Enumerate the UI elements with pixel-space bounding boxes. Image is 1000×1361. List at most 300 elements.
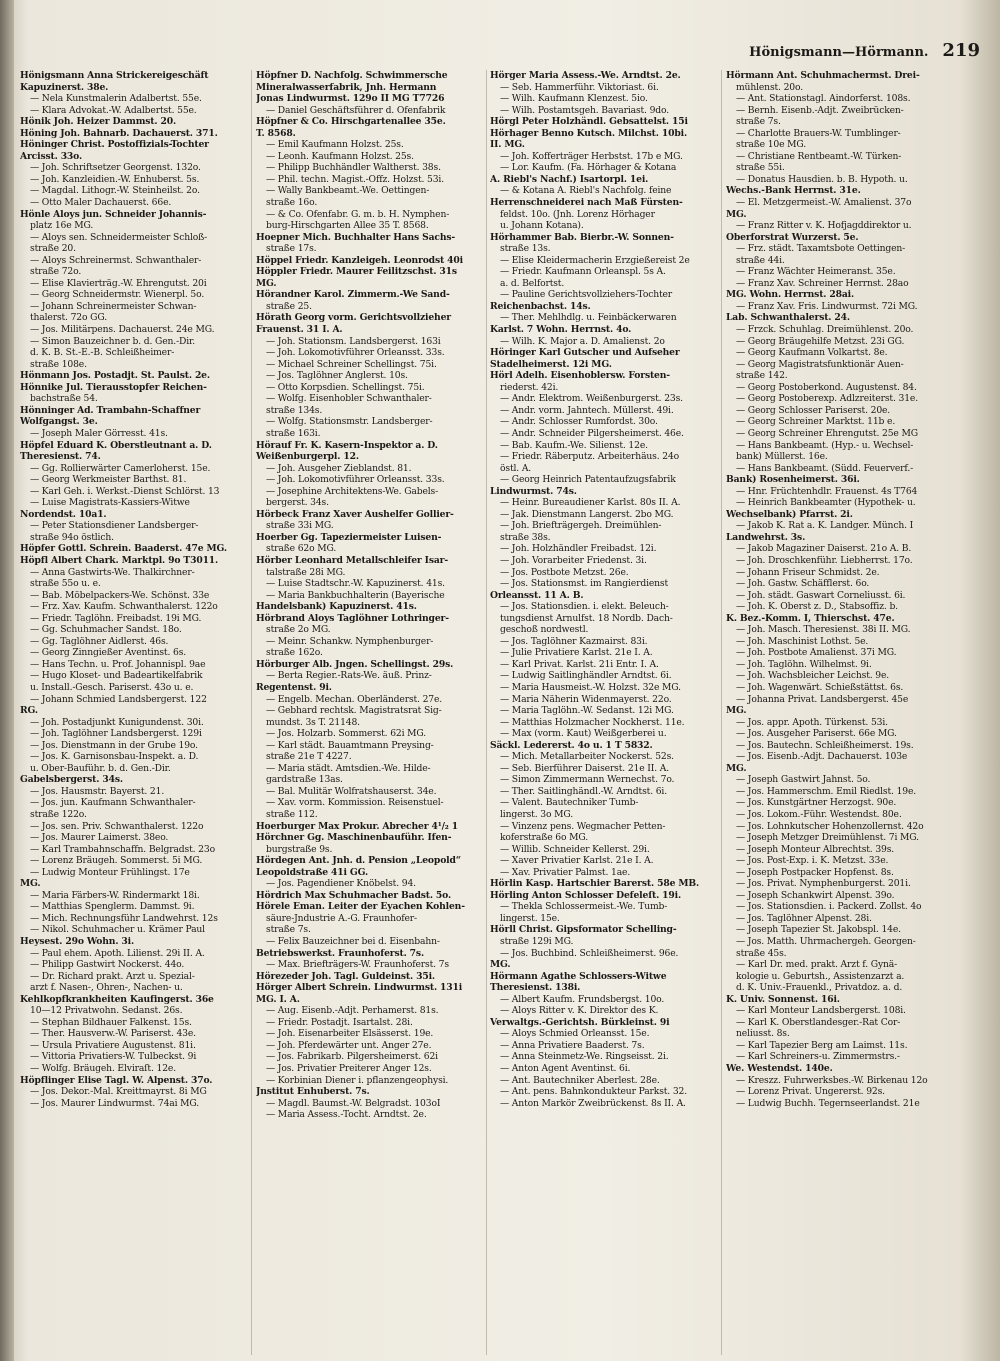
- directory-entry-line: Höninger Christ. Postoffizials-Tochter: [20, 139, 209, 151]
- directory-entry-line: — Meinr. Schankw. Nymphenburger-: [266, 635, 434, 647]
- directory-entry-line: Mineralwasserfabrik, Jnh. Hermann: [256, 81, 437, 93]
- directory-entry-line: Hörger Maria Assess.-We. Arndtst. 2e.: [490, 70, 681, 81]
- directory-entry-line: MG.: [726, 705, 747, 717]
- directory-entry-line: a. d. Belfortst.: [500, 277, 565, 289]
- directory-entry-line: — Jos. Hausmstr. Bayerst. 21.: [30, 785, 165, 797]
- directory-entry-line: — Andr. Elektrom. Weißenburgerst. 23s.: [500, 393, 683, 405]
- directory-entry-line: — Jos. Militärpens. Dachauerst. 24e MG.: [30, 324, 215, 336]
- directory-entry-line: — Karl Schreiners-u. Zimmermstrs.-: [736, 1051, 900, 1063]
- directory-entry-line: straße 44i.: [736, 254, 785, 266]
- directory-entry-line: burgstraße 9s.: [266, 843, 333, 855]
- directory-entry-line: — Joseph Postpacker Hopfenst. 8s.: [736, 866, 894, 878]
- directory-entry-line: — Jos. appr. Apoth. Türkenst. 53i.: [736, 716, 888, 728]
- directory-entry-line: — Philipp Gastwirt Nockerst. 44o.: [30, 959, 185, 971]
- directory-entry-line: — Ludwig Monteur Frühlingst. 17e: [30, 866, 190, 878]
- directory-entry-line: — Maria Taglöhn.-W. Sedanst. 12i MG.: [500, 705, 674, 717]
- directory-entry-line: — Frz. Xav. Kaufm. Schwanthalerst. 122o: [30, 601, 218, 613]
- directory-entry-line: u. Ober-Bauführ. b. d. Gen.-Dir.: [30, 762, 171, 774]
- directory-entry-line: — Georg Zinngießer Aventinst. 6s.: [30, 647, 187, 659]
- directory-entry-line: — Emil Kaufmann Holzst. 25s.: [266, 139, 404, 151]
- directory-entry-line: MG.: [256, 277, 277, 289]
- directory-entry-line: riederst. 42i.: [500, 381, 559, 393]
- directory-entry-line: — Hugo Kloset- und Badeartikelfabrik: [30, 670, 203, 682]
- directory-entry-line: — Georg Schlosser Pariserst. 20e.: [736, 404, 891, 416]
- directory-entry-line: — El. Metzgermeist.-W. Amalienst. 37o: [736, 197, 912, 209]
- directory-entry-line: — Joseph Schankwirt Alpenst. 39o.: [736, 889, 895, 901]
- directory-entry-line: — Heinr. Bureaudiener Karlst. 80s II. A.: [500, 497, 681, 509]
- directory-entry-line: — Paul ehem. Apoth. Lilienst. 29i II. A.: [30, 947, 205, 959]
- directory-entry-line: — Max (vorm. Kaut) Weißgerberei u.: [500, 728, 667, 740]
- directory-entry-line: Theresienst. 74.: [20, 451, 101, 463]
- directory-entry-line: — Jos. Stationsdien. i. Packerd. Zollst. 4o: [736, 901, 922, 913]
- directory-entry-line: — Joh. Lokomotivführer Orleansst. 33s.: [266, 347, 445, 359]
- directory-entry-line: — Jakob K. Rat a. K. Landger. Münch. I: [736, 520, 914, 532]
- directory-entry-line: — Jos. Maurer Laimerst. 38eo.: [30, 832, 169, 844]
- directory-entry-line: Wolfgangst. 3e.: [20, 416, 98, 428]
- directory-entry-line: Hörll Christ. Gipsformator Schelling-: [490, 924, 677, 936]
- directory-entry-line: — Jos. Maurer Lindwurmst. 74ai MG.: [30, 1097, 200, 1109]
- directory-entry-line: MG.: [726, 208, 747, 220]
- directory-entry-line: geschoß nordwestl.: [500, 624, 589, 636]
- directory-entry-line: — Joseph Maler Görresst. 41s.: [30, 427, 168, 439]
- directory-entry-line: Lab. Schwanthalerst. 24.: [726, 312, 850, 324]
- directory-entry-line: K. Univ. Sonnenst. 16i.: [726, 993, 840, 1005]
- directory-entry-line: — Thekla Schlossermeist.-We. Tumb-: [500, 901, 668, 913]
- directory-entry-line: — Joh. Pferdewärter unt. Anger 27e.: [266, 1039, 432, 1051]
- directory-entry-line: Hörgl Peter Holzhändl. Gebsattelst. 15i: [490, 116, 688, 128]
- directory-entry-line: — Kreszz. Fuhrwerksbes.-W. Birkenau 12o: [736, 1074, 928, 1086]
- directory-entry-line: — Vittoria Privatiers-W. Tulbeckst. 9i: [30, 1051, 197, 1063]
- directory-entry-line: — Jakob Magaziner Daiserst. 21o A. B.: [736, 543, 912, 555]
- directory-entry-line: — Franz Wächter Heimeranst. 35e.: [736, 266, 896, 278]
- directory-entry-line: Regentenst. 9i.: [256, 681, 332, 693]
- directory-entry-line: — Philipp Buchhändler Waltherst. 38s.: [266, 162, 441, 174]
- directory-entry-line: talstraße 28i MG.: [266, 566, 346, 578]
- directory-entry-line: — & Co. Ofenfabr. G. m. b. H. Nymphen-: [266, 208, 450, 220]
- directory-entry-line: — Korbinian Diener i. pflanzengeophysi.: [266, 1074, 449, 1086]
- directory-entry-line: — Elise Kleidermacherin Erzgießereist 2e: [500, 254, 690, 266]
- directory-entry-line: thalerst. 72o GG.: [30, 312, 107, 324]
- directory-entry-line: — Frzck. Schuhlag. Dreimühlenst. 20o.: [736, 324, 914, 336]
- directory-entry-line: — Stephan Bildhauer Falkenst. 15s.: [30, 1016, 192, 1028]
- directory-entry-line: bachstraße 54.: [30, 393, 98, 405]
- directory-entry-line: — Jos. Taglöhner Anglerst. 10s.: [266, 370, 408, 382]
- directory-entry-line: — Albert Kaufm. Frundsbergst. 10o.: [500, 993, 665, 1005]
- directory-entry-line: MG.: [726, 762, 747, 774]
- directory-entry-line: u. Johann Kotana).: [500, 220, 584, 232]
- directory-entry-line: — Wolfg. Bräugeh. Elviraſt. 12e.: [30, 1063, 176, 1075]
- directory-entry-line: — Johann Schmied Landsbergerst. 122: [30, 693, 207, 705]
- directory-entry-line: — Joh. Taglöhner Landsbergerst. 129i: [30, 728, 202, 740]
- directory-entry-line: — Friedr. Kaufmann Orleanspl. 5s A.: [500, 266, 666, 278]
- directory-entry-line: Hörele Eman. Leiter der Eyachen Kohlen-: [256, 901, 465, 913]
- directory-entry-line: Hönle Aloys jun. Schneider Johannis-: [20, 208, 207, 220]
- directory-entry-line: — Maria städt. Amtsdien.-We. Hilde-: [266, 762, 431, 774]
- directory-entry-line: — Anna Gastwirts-We. Thalkirchner-: [30, 566, 195, 578]
- directory-entry-line: — Jos. Stationsdien. i. elekt. Beleuch-: [500, 601, 669, 613]
- directory-entry-line: d. K. B. St.-E.-B. Schleißheimer-: [30, 347, 175, 359]
- directory-entry-line: bergerst. 34s.: [266, 497, 329, 509]
- directory-entry-line: Hörbeck Franz Xaver Aushelfer Gollier-: [256, 508, 454, 520]
- directory-entry-line: — Hnr. Früchtenhdlr. Frauenst. 4s T764: [736, 485, 918, 497]
- directory-entry-line: straße 10e MG.: [736, 139, 807, 151]
- directory-entry-line: — Johanna Privat. Landsbergerst. 45e: [736, 693, 909, 705]
- directory-entry-line: koferstraße 6o MG.: [500, 832, 589, 844]
- directory-entry-line: Hörmann Ant. Schuhmachermst. Drei-: [726, 70, 920, 81]
- directory-entry-line: — Hans Bankbeamt. (Hyp.- u. Wechsel-: [736, 439, 914, 451]
- directory-entry-line: Leopoldstraße 41i GG.: [256, 866, 369, 878]
- directory-entry-line: — Joh. Briefträgergeh. Dreimühlen-: [500, 520, 662, 532]
- directory-entry-line: — Andr. Schneider Pilgersheimerst. 46e.: [500, 427, 684, 439]
- page-number: 219: [942, 40, 980, 61]
- directory-entry-line: — Jos. Dekor.-Mal. Kreittmayrst. 8i MG: [30, 1086, 207, 1098]
- directory-entry-line: Herrenschneiderei nach Maß Fürsten-: [490, 197, 683, 209]
- directory-entry-line: Handelsbank) Kapuzinerst. 41s.: [256, 601, 417, 613]
- directory-entry-line: — Christiane Rentbeamt.-W. Türken-: [736, 150, 902, 162]
- directory-entry-line: straße 13s.: [500, 243, 551, 255]
- directory-entry-line: — Georg Werkmeister Barthst. 81.: [30, 474, 187, 486]
- directory-entry-line: — Jos. K. Garnisonsbau-Inspekt. a. D.: [30, 751, 199, 763]
- directory-entry-line: — Jos. Lokom.-Führ. Westendst. 80e.: [736, 809, 902, 820]
- directory-entry-line: straße 38s.: [500, 531, 551, 543]
- directory-entry-line: straße 21e T 4227.: [266, 751, 352, 763]
- directory-entry-line: — Magdl. Baumst.-W. Belgradst. 103oI: [266, 1097, 441, 1109]
- directory-entry-line: — Joh. Stationsm. Landsbergerst. 163i: [266, 335, 441, 347]
- directory-entry-line: MG. I. A.: [256, 993, 300, 1005]
- directory-entry-line: Höpflinger Elise Tagl. W. Alpenst. 37o.: [20, 1074, 213, 1086]
- directory-entry-line: Hörburger Alb. Jngen. Schellingst. 29s.: [256, 658, 454, 670]
- directory-entry-line: straße 7s.: [266, 924, 311, 936]
- directory-entry-line: — Willib. Schneider Kellerst. 29i.: [500, 843, 650, 855]
- directory-entry-line: — Karl Tapezier Berg am Laimst. 11s.: [736, 1039, 908, 1051]
- directory-entry-line: — Felix Bauzeichner bei d. Eisenbahn-: [266, 936, 440, 948]
- directory-entry-line: — Anton Agent Aventinst. 6i.: [500, 1063, 631, 1075]
- directory-entry-line: Hörling Anton Schlosser Defeleſt. 19i.: [490, 889, 682, 901]
- directory-entry-line: — Xav. vorm. Kommission. Reisenstuel-: [266, 797, 444, 809]
- directory-entry-line: — Jos. Kunstgärtner Herzogst. 90e.: [736, 797, 897, 809]
- directory-entry-line: — Georg Schreiner Marktst. 11b e.: [736, 416, 896, 428]
- directory-entry-line: Höringer Karl Gutscher und Aufseher: [490, 347, 680, 359]
- directory-entry-line: — Johann Friseur Schmidst. 2e.: [736, 566, 880, 578]
- directory-entry-line: T. 8568.: [256, 127, 296, 139]
- directory-entry-line: Hörlin Kasp. Hartschier Barerst. 58e MB.: [490, 878, 700, 890]
- directory-entry-line: — Joh. Gastw. Schäfflerst. 6o.: [736, 578, 870, 590]
- directory-entry-line: Höppler Friedr. Maurer Feilitzschst. 31s: [256, 266, 457, 278]
- directory-column-3: [490, 70, 728, 1355]
- directory-entry-line: Hörger Albert Schrein. Lindwurmst. 131i: [256, 982, 463, 994]
- directory-entry-line: — Ther. Hausverw.-W. Pariserst. 43e.: [30, 1028, 196, 1040]
- directory-entry-line: Hoerber Gg. Tapeziermeister Luisen-: [256, 531, 442, 543]
- directory-entry-line: — Jos. Taglöhner Alpenst. 28i.: [736, 912, 872, 924]
- directory-entry-line: — Max. Briefträgers-W. Fraunhoferst. 7s: [266, 959, 449, 971]
- directory-entry-line: — Lorenz Bräugeh. Sommerst. 5i MG.: [30, 855, 203, 867]
- directory-entry-line: — Klara Advokat.-W. Adalbertst. 55e.: [30, 104, 197, 116]
- directory-entry-line: mühlenst. 20o.: [736, 81, 803, 93]
- directory-entry-line: — Wolfg. Stationsmstr. Landsberger-: [266, 416, 433, 428]
- directory-entry-line: — Maria Näherin Widenmayerst. 22o.: [500, 693, 672, 705]
- directory-entry-line: — Joh. Kofferträger Herbstst. 17b e MG.: [500, 150, 683, 162]
- directory-entry-line: — Franz Xav. Fris. Lindwurmst. 72i MG.: [736, 300, 918, 312]
- directory-entry-line: — Friedr. Postadjt. Isartalst. 28i.: [266, 1016, 413, 1028]
- directory-entry-line: K. Bez.-Komm. I, Thierschst. 47e.: [726, 612, 895, 624]
- directory-entry-line: Hörauf Fr. K. Kasern-Inspektor a. D.: [256, 439, 438, 451]
- directory-entry-line: — Phil. techn. Magist.-Offz. Holzst. 53i.: [266, 173, 444, 185]
- directory-entry-line: Höpfer Gottl. Schrein. Baaderst. 47e MG.: [20, 543, 227, 555]
- directory-entry-line: — Otto Maler Dachauerst. 66e.: [30, 197, 172, 209]
- directory-entry-line: — Gebhard rechtsk. Magistratsrat Sig-: [266, 705, 442, 717]
- directory-entry-line: — Vinzenz pens. Wegmacher Petten-: [500, 820, 666, 832]
- directory-entry-line: Betriebswerkst. Fraunhoferst. 7s.: [256, 947, 424, 959]
- directory-entry-line: — Georg Kaufmann Volkartst. 8e.: [736, 347, 888, 359]
- directory-entry-line: — Aloys Schreinermst. Schwanthaler-: [30, 254, 202, 266]
- directory-entry-line: burg-Hirschgarten Allee 35 T. 8568.: [266, 220, 429, 232]
- directory-entry-line: — Joh. Wagenwärt. Schießstättst. 6s.: [736, 681, 904, 693]
- directory-entry-line: straße 45s.: [736, 947, 787, 959]
- directory-entry-line: — Bal. Mulitär Wolfratshauserst. 34e.: [266, 785, 437, 797]
- directory-entry-line: — Luise Magistrats-Kassiers-Witwe: [30, 497, 190, 509]
- directory-entry-line: — Dr. Richard prakt. Arzt u. Spezial-: [30, 970, 195, 982]
- directory-entry-line: lingerst. 3o MG.: [500, 809, 573, 820]
- directory-entry-line: — Hans Techn. u. Prof. Johannispl. 9ae: [30, 658, 206, 670]
- directory-entry-line: — Michael Schreiner Schellingst. 75i.: [266, 358, 437, 370]
- directory-entry-line: — Georg Postoberkond. Augustenst. 84.: [736, 381, 917, 393]
- directory-entry-line: — Georg Schneidermstr. Wienerpl. 5o.: [30, 289, 205, 301]
- directory-entry-line: Hönik Joh. Heizer Dammst. 20.: [20, 116, 177, 128]
- directory-entry-line: — Peter Stationsdiener Landsberger-: [30, 520, 199, 532]
- directory-entry-line: — Karl Geh. i. Werkst.-Dienst Schlörst. 13: [30, 485, 220, 497]
- directory-entry-line: — Friedr. Taglöhn. Freibadst. 19i MG.: [30, 612, 202, 624]
- directory-entry-line: — Ursula Privatiere Augustenst. 81i.: [30, 1039, 196, 1051]
- directory-entry-line: — Joseph Metzger Dreimühlenst. 7i MG.: [736, 832, 919, 844]
- directory-entry-line: Hörl Adelh. Eisenhoblersw. Forsten-: [490, 370, 670, 382]
- directory-entry-line: Arcisst. 33o.: [20, 150, 83, 162]
- directory-entry-line: — Jos. Dienstmann in der Grube 19o.: [30, 739, 198, 751]
- directory-entry-line: Gabelsbergerst. 34s.: [20, 774, 123, 786]
- directory-entry-line: Höpfl Albert Chark. Marktpl. 9o T3011.: [20, 554, 219, 566]
- directory-entry-line: — Simon Zimmermann Wernechst. 7o.: [500, 774, 675, 786]
- column-divider: [486, 70, 487, 1355]
- directory-entry-line: — Frz. städt. Taxamtsbote Oettingen-: [736, 243, 906, 255]
- directory-entry-line: straße 129i MG.: [500, 936, 574, 948]
- directory-entry-line: — Joh. Taglöhn. Wilhelmst. 9i.: [736, 658, 872, 670]
- directory-entry-line: — Nikol. Schuhmacher u. Krämer Paul: [30, 924, 205, 936]
- directory-entry-line: — Joh. Postadjunkt Kunigundenst. 30i.: [30, 716, 204, 728]
- directory-entry-line: — Jos. Eisenb.-Adjt. Dachauerst. 103e: [736, 751, 908, 763]
- directory-entry-line: — Valent. Bautechniker Tumb-: [500, 797, 639, 809]
- directory-entry-line: neliusst. 8s.: [736, 1028, 790, 1040]
- directory-entry-line: Höpfner D. Nachfolg. Schwimmersche: [256, 70, 448, 81]
- directory-entry-line: Höpfner & Co. Hirschgartenallee 35e.: [256, 116, 446, 128]
- directory-entry-line: — Wolfg. Eisenhobler Schwanthaler-: [266, 393, 432, 405]
- page-header: [700, 40, 980, 64]
- directory-entry-line: — Bab. Möbelpackers-We. Schönst. 33e: [30, 589, 210, 601]
- directory-entry-line: — Jos. Hammerschm. Emil Riedlst. 19e.: [736, 785, 917, 797]
- directory-entry-line: — Seb. Hammerführ. Viktoriast. 6i.: [500, 81, 659, 93]
- directory-entry-line: — Karl Monteur Landsbergerst. 108i.: [736, 1005, 906, 1017]
- directory-entry-line: — Karl K. Oberstlandesger.-Rat Cor-: [736, 1016, 901, 1028]
- directory-entry-line: — Wilh. Postamtsgeh. Bavariast. 9do.: [500, 104, 670, 116]
- directory-entry-line: — Aloys sen. Schneidermeister Schloß-: [30, 231, 208, 243]
- directory-entry-line: straße 112.: [266, 809, 318, 820]
- directory-entry-line: — Joh. Lokomotivführer Orleansst. 33s.: [266, 474, 445, 486]
- directory-entry-line: — Karl Dr. med. prakt. Arzt f. Gynä-: [736, 959, 898, 971]
- directory-entry-line: — Gg. Rollierwärter Camerloherst. 15e.: [30, 462, 211, 474]
- directory-entry-line: straße 16o.: [266, 197, 318, 209]
- directory-entry-line: — Friedr. Räberputz. Arbeiterhäus. 24o: [500, 451, 680, 463]
- directory-entry-line: straße 122o.: [30, 809, 87, 820]
- directory-entry-line: Hörhammer Bab. Bierbr.-W. Sonnen-: [490, 231, 674, 243]
- directory-entry-line: — Charlotte Brauers-W. Tumblinger-: [736, 127, 901, 139]
- directory-entry-line: — Luise Stadtschr.-W. Kapuzinerst. 41s.: [266, 578, 445, 590]
- directory-entry-line: östl. A.: [500, 462, 532, 474]
- directory-entry-line: Hönigsmann Anna Strickereigeschäft: [20, 70, 209, 81]
- directory-entry-line: — Joh. Schriftsetzer Georgenst. 132o.: [30, 162, 201, 174]
- directory-entry-line: A. Riebl's Nachf.) Isartorpl. 1ei.: [490, 173, 649, 185]
- directory-entry-line: Karlst. 7 Wohn. Herrnst. 4o.: [490, 324, 632, 336]
- directory-entry-line: straße 94o östlich.: [30, 531, 114, 543]
- column-divider: [251, 70, 252, 1355]
- directory-entry-line: — Maria Assess.-Tocht. Arndtst. 2e.: [266, 1109, 427, 1121]
- directory-entry-line: straße 55o u. e.: [30, 578, 101, 590]
- directory-entry-line: — Jos. Postbote Metzst. 26e.: [500, 566, 629, 578]
- directory-entry-line: straße 55i.: [736, 162, 785, 174]
- directory-entry-line: — Josephine Architektens-We. Gabels-: [266, 485, 439, 497]
- directory-entry-line: — Wally Bankbeamt.-We. Oettingen-: [266, 185, 430, 197]
- directory-entry-line: — Ant. Bautechniker Aberlest. 28e.: [500, 1074, 660, 1086]
- directory-entry-line: straße 2o MG.: [266, 624, 331, 636]
- directory-entry-line: — Heinrich Bankbeamter (Hypothek- u.: [736, 497, 916, 509]
- directory-entry-line: Hönnike Jul. Tierausstopfer Reichen-: [20, 381, 207, 393]
- directory-entry-line: Jnstitut Enhuberst. 7s.: [256, 1086, 370, 1098]
- directory-entry-line: Landwehrst. 3s.: [726, 531, 806, 543]
- directory-entry-line: — Gg. Schuhmacher Sandst. 18o.: [30, 624, 182, 636]
- directory-entry-line: — Pauline Gerichtsvollziehers-Tochter: [500, 289, 673, 301]
- directory-entry-line: — Georg Schreiner Ehrengutst. 25e MG: [736, 427, 918, 439]
- directory-entry-line: — Ther. Saitlinghändl.-W. Arndtst. 6i.: [500, 785, 667, 797]
- directory-entry-line: — Engelb. Mechan. Oberländerst. 27e.: [266, 693, 443, 705]
- directory-entry-line: Hörandner Karol. Zimmerm.-We Sand-: [256, 289, 450, 301]
- directory-entry-line: — Julie Privatiere Karlst. 21e I. A.: [500, 647, 653, 659]
- directory-entry-line: 10—12 Privatwohn. Sedanst. 26s.: [30, 1005, 183, 1017]
- directory-entry-line: — Gg. Taglöhner Aidlerst. 46s.: [30, 635, 169, 647]
- directory-entry-line: Hoepner Mich. Buchhalter Hans Sachs-: [256, 231, 456, 243]
- directory-entry-line: — Ludwig Saitlinghändler Arndtst. 6i.: [500, 670, 672, 682]
- directory-entry-line: Höpfel Eduard K. Oberstleutnant a. D.: [20, 439, 212, 451]
- directory-entry-line: straße 62o MG.: [266, 543, 337, 555]
- directory-entry-line: Hörbrand Aloys Taglöhner Lothringer-: [256, 612, 449, 624]
- directory-entry-line: — Jos. Taglöhner Kazmairst. 83i.: [500, 635, 648, 647]
- directory-entry-line: Kehlkopfkrankheiten Kaufingerst. 36e: [20, 993, 214, 1005]
- directory-entry-line: straße 20.: [30, 243, 76, 255]
- directory-entry-line: tungsdienst Arnulfst. 18 Nordb. Dach-: [500, 612, 673, 624]
- directory-entry-line: Hörezeder Joh. Tagl. Guldeinst. 35i.: [256, 970, 435, 982]
- directory-entry-line: Hönmann Jos. Postadjt. St. Paulst. 2e.: [20, 370, 210, 382]
- directory-entry-line: — Joseph Tapezier St. Jakobspl. 14e.: [736, 924, 901, 936]
- directory-entry-line: — Ther. Mehlhdlg. u. Feinbäckerwaren: [500, 312, 677, 324]
- directory-entry-line: — Jos. Post-Exp. i. K. Metzst. 33e.: [736, 855, 889, 867]
- directory-entry-line: — Leonh. Kaufmann Holzst. 25s.: [266, 150, 414, 162]
- directory-entry-line: Hörath Georg vorm. Gerichtsvollzieher: [256, 312, 451, 324]
- directory-entry-line: Kapuzinerst. 38e.: [20, 81, 109, 93]
- directory-entry-line: gardstraße 13as.: [266, 774, 343, 786]
- directory-entry-line: — Aug. Eisenb.-Adjt. Perhamerst. 81s.: [266, 1005, 439, 1017]
- directory-entry-line: MG. Wohn. Herrnst. 28ai.: [726, 289, 855, 301]
- directory-entry-line: — Jos. Matth. Uhrmachergeh. Georgen-: [736, 936, 916, 948]
- directory-entry-line: — Anna Privatiere Baaderst. 7s.: [500, 1039, 645, 1051]
- directory-entry-line: — Berta Regier.-Rats-We. äuß. Prinz-: [266, 670, 432, 682]
- directory-entry-line: — & Kotana A. Riebl's Nachfolg. feine: [500, 185, 672, 197]
- directory-entry-line: — Georg Heinrich Patentaufzugsfabrik: [500, 474, 676, 486]
- directory-column-2: [256, 70, 494, 1355]
- directory-entry-line: — Joh. städt. Gaswart Corneliusst. 6i.: [736, 589, 906, 601]
- directory-entry-line: Theresienst. 138i.: [490, 982, 581, 994]
- directory-entry-line: — Joh. Masch. Theresienst. 38i II. MG.: [736, 624, 911, 636]
- directory-entry-line: Lindwurmst. 74s.: [490, 485, 577, 497]
- directory-entry-line: — Jos. Holzarb. Sommerst. 62i MG.: [266, 728, 427, 740]
- directory-entry-line: Bank) Rosenheimerst. 36i.: [726, 474, 860, 486]
- directory-entry-line: Hoerburger Max Prokur. Abrecher 4¹/₂ 1: [256, 820, 458, 832]
- directory-entry-line: RG.: [20, 705, 38, 717]
- directory-entry-line: — Xav. Privatier Palmst. 1ae.: [500, 866, 631, 878]
- directory-entry-line: — Simon Bauzeichner b. d. Gen.-Dir.: [30, 335, 196, 347]
- directory-entry-line: — Jos. sen. Priv. Schwanthalerst. 122o: [30, 820, 204, 832]
- directory-entry-line: — Joh. Droschkenführ. Liebherrst. 17o.: [736, 554, 913, 566]
- directory-entry-line: — Jos. Pagendiener Knöbelst. 94.: [266, 878, 416, 890]
- directory-entry-line: Weißenburgerpl. 12.: [256, 451, 359, 463]
- directory-entry-line: straße 17s.: [266, 243, 317, 255]
- directory-entry-line: — Joh. Kanzleidien.-W. Enhuberst. 5s.: [30, 173, 200, 185]
- directory-entry-line: — Anton Markör Zweibrückenst. 8s II. A.: [500, 1097, 686, 1109]
- directory-entry-line: — Aloys Schmied Orleansst. 15e.: [500, 1028, 650, 1040]
- directory-entry-line: lingerst. 15e.: [500, 912, 560, 924]
- directory-entry-line: — Maria Hausmeist.-W. Holzst. 32e MG.: [500, 681, 681, 693]
- directory-entry-line: — Jos. jun. Kaufmann Schwanthaler-: [30, 797, 196, 809]
- directory-entry-line: — Bernh. Eisenb.-Adjt. Zweibrücken-: [736, 104, 904, 116]
- directory-entry-line: — Andr. Schlosser Rumfordst. 30o.: [500, 416, 658, 428]
- directory-entry-line: Verwaltgs.-Gerichtsh. Bürkleinst. 9i: [490, 1016, 670, 1028]
- directory-entry-line: — Karl Privat. Karlst. 21i Entr. I. A.: [500, 658, 659, 670]
- directory-entry-line: — Matthias Spenglerm. Dammst. 9i.: [30, 901, 195, 913]
- directory-entry-line: — Joh. K. Oberst z. D., Stabsoffiz. b.: [736, 601, 898, 613]
- directory-entry-line: — Joh. Maschinist Lothst. 5e.: [736, 635, 869, 647]
- directory-entry-line: Höning Joh. Bahnarb. Dachauerst. 371.: [20, 127, 218, 139]
- directory-entry-line: — Mich. Rechnungsführ Landwehrst. 12s: [30, 912, 218, 924]
- directory-entry-line: — Jos. Stationsmst. im Rangierdienst: [500, 578, 669, 590]
- directory-entry-line: II. MG.: [490, 139, 525, 151]
- directory-entry-line: — Elise Klavierträg.-W. Ehrengutst. 20i: [30, 277, 207, 289]
- directory-entry-line: — Magdal. Lithogr.-W. Steinheilst. 2o.: [30, 185, 200, 197]
- directory-entry-line: Wechs.-Bank Herrnst. 31e.: [726, 185, 861, 197]
- directory-entry-line: — Mich. Metallarbeiter Nockerst. 52s.: [500, 751, 674, 763]
- directory-entry-line: — Jos. Ausgeher Pariserst. 66e MG.: [736, 728, 897, 740]
- directory-entry-line: — Jos. Lohnkutscher Hohenzollernst. 42o: [736, 820, 924, 832]
- directory-entry-line: — Ant. Stationstagl. Aindorferst. 108s.: [736, 93, 911, 105]
- directory-entry-line: — Franz Xav. Schreiner Herrnst. 28ao: [736, 277, 909, 289]
- directory-entry-line: — Joseph Gastwirt Jahnst. 5o.: [736, 774, 871, 786]
- directory-entry-line: platz 16e MG.: [30, 220, 94, 232]
- directory-entry-line: — Karl städt. Bauamtmann Preysing-: [266, 739, 434, 751]
- directory-entry-line: We. Westendst. 140e.: [726, 1063, 833, 1075]
- directory-entry-line: straße 33i MG.: [266, 520, 334, 532]
- directory-entry-line: Reichenbachst. 14s.: [490, 300, 591, 312]
- directory-entry-line: — Jos. Buchbind. Schleißheimerst. 96e.: [500, 947, 679, 959]
- directory-entry-line: — Daniel Geschäftsführer d. Ofenfabrik: [266, 104, 446, 116]
- directory-entry-line: — Lorenz Privat. Ungererst. 92s.: [736, 1086, 885, 1098]
- directory-entry-line: straße 163i.: [266, 427, 321, 439]
- directory-entry-line: — Donatus Hausdien. b. B. Hypoth. u.: [736, 173, 908, 185]
- directory-entry-line: MG.: [20, 878, 41, 890]
- directory-entry-line: — Jak. Dienstmann Langerst. 2bo MG.: [500, 508, 674, 520]
